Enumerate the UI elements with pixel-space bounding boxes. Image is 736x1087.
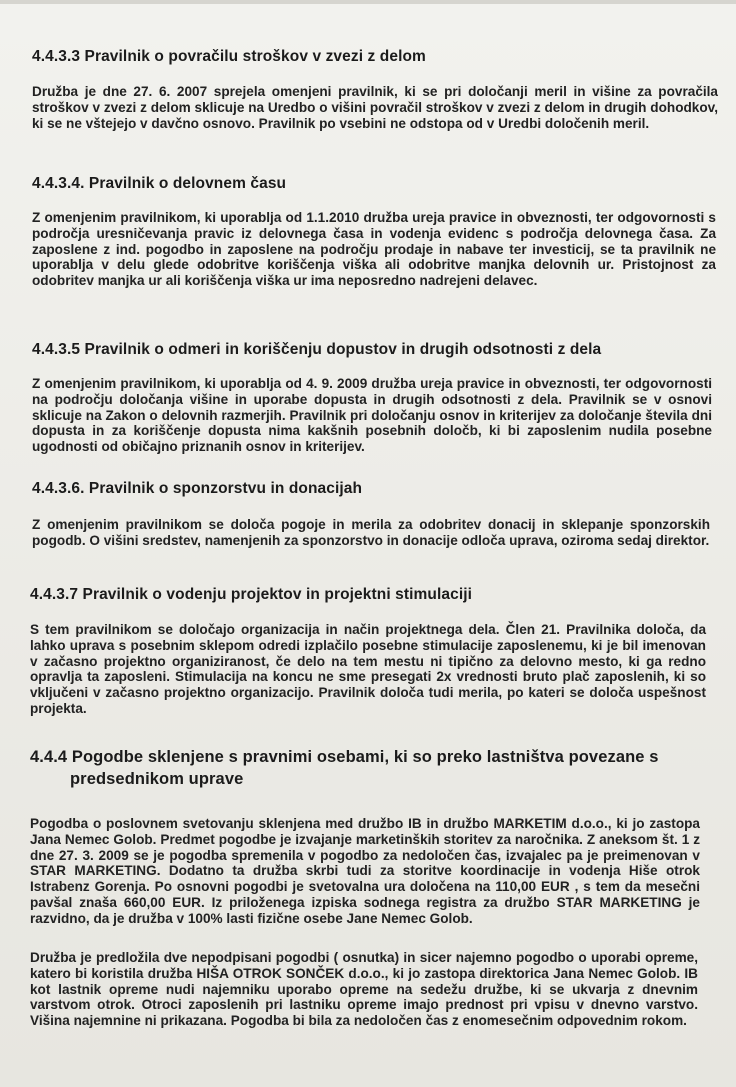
section-paragraph: Z omenjenim pravilnikom, ki uporablja od 4. 9. 2009 družba ureja pravice in obveznosti, ter odgovornosti na področju določanja višine in uporabe dopusta in drugih odsotnosti z dela. Pravilnik se v osnovi sklicuje na Zakon o delovnih razmerjih. Pravilnik pri določanju osnov in kriterijev za določanje števila dni dopusta in za koriščenje dopusta nima kakšnih posebnih določb, ki bi zaposlenim nudila posebne ugodnosti od običajno priznanih osnov in kriterijev. — [32, 376, 712, 455]
section-heading: 4.4.3.7 Pravilnik o vodenju projektov in projektni stimulaciji — [30, 586, 473, 603]
section-heading: 4.4.3.3 Pravilnik o povračilu stroškov v zvezi z delom — [32, 48, 426, 65]
section-paragraph: Z omenjenim pravilnikom, ki uporablja od 1.1.2010 družba ureja pravice in obveznosti, ter odgovornosti s področja uresničevanja pravic iz delovnega časa in vodenja evidenc s področja delovnega časa. Za zaposlene z ind. pogodbo in zaposlene na področju prodaje in nabave ter investicij, se ta pravilnik ne uporablja v delu glede odobritve koriščenja viška ali odobritve manjka delovnih ur. Pristojnost za odobritev manjka ur ali koriščenja viška ur ima neposredno nadrejeni delavec. — [32, 210, 716, 289]
section-heading: 4.4.4 Pogodbe sklenjene s pravnimi osebami, ki so preko lastništva povezane s predsednikom uprave — [30, 748, 659, 788]
section-heading: 4.4.3.4. Pravilnik o delovnem času — [32, 175, 287, 192]
section-paragraph: Družba je dne 27. 6. 2007 sprejela omenjeni pravilnik, ki se pri določanji meril in višine za povračila stroškov v zvezi z delom sklicuje na Uredbo o višini povračil stroškov v zvezi z delom in drugih dohodkov, ki se ne vštejejo v davčno osnovo. Pravilnik po vsebini ne odstopa od v Uredbi določenih meril. — [32, 84, 718, 131]
section-paragraph: Z omenjenim pravilnikom se določa pogoje in merila za odobritev donacij in sklepanje sponzorskih pogodb. O višini sredstev, namenjenih za sponzorstvo in donacije odloča uprava, oziroma sedaj direktor. — [32, 517, 710, 548]
section-paragraph: S tem pravilnikom se določajo organizacija in način projektnega dela. Člen 21. Pravilnika določa, da lahko uprava s posebnim sklepom odredi izplačilo posebne stimulacije zaposlenemu, ki je bil imenovan v začasno projektno organiziranost, če delo na tem mestu ni tipično za delovno mesto, ki ga redno opravlja ta zaposleni. Stimulacija na koncu ne sme presegati 2x vrednosti bruto plač zaposlenih, ki so vključeni v začasno projektno organizacijo. Pravilnik določa tudi merila, po kateri se določa uspešnost projekta. — [30, 622, 706, 716]
section-heading: 4.4.3.6. Pravilnik o sponzorstvu in donacijah — [32, 480, 363, 497]
section-paragraph: Družba je predložila dve nepodpisani pogodbi ( osnutka) in sicer najemno pogodbo o uporabi opreme, katero bi koristila družba HIŠA OTROK SONČEK d.o.o., ki jo zastopa direktorica Jana Nemec Golob. IB kot lastnik opreme nudi najemniku uporabo opreme na sedežu družbe, ki se ukvarja z dnevnim varstvom otrok. Otroci zaposlenih pri lastniku opreme imajo prednost pri vpisu v dnevno varstvo. Višina najemnine ni prikazana. Pogodba bi bila za nedoločen čas z enomesečnim odpovednim rokom. — [30, 950, 698, 1029]
section-paragraph: Pogodba o poslovnem svetovanju sklenjena med družbo IB in družbo MARKETIM d.o.o., ki jo zastopa Jana Nemec Golob. Predmet pogodbe je izvajanje marketinških storitev za naročnika. Z aneksom št. 1 z dne 27. 3. 2009 se je pogodba spremenila v pogodbo za nedoločen čas, izvajalec pa je preimenovan v STAR MARKETING. Dodatno ta družba skrbi tudi za storitve koordinacije in vodenja Hiše otrok Istrabenz Gorenja. Po osnovni pogodbi je svetovalna ura določena na 110,00 EUR , s tem da mesečni pavšal znaša 660,00 EUR. Iz priloženega izpiska sodnega registra za družbo STAR MARKETING je razvidno, da je družba v 100% lasti fizične osebe Jane Nemec Golob. — [30, 816, 700, 926]
page-top-edge — [0, 0, 736, 4]
section-heading: 4.4.3.5 Pravilnik o odmeri in koriščenju dopustov in drugih odsotnosti z dela — [32, 341, 602, 358]
